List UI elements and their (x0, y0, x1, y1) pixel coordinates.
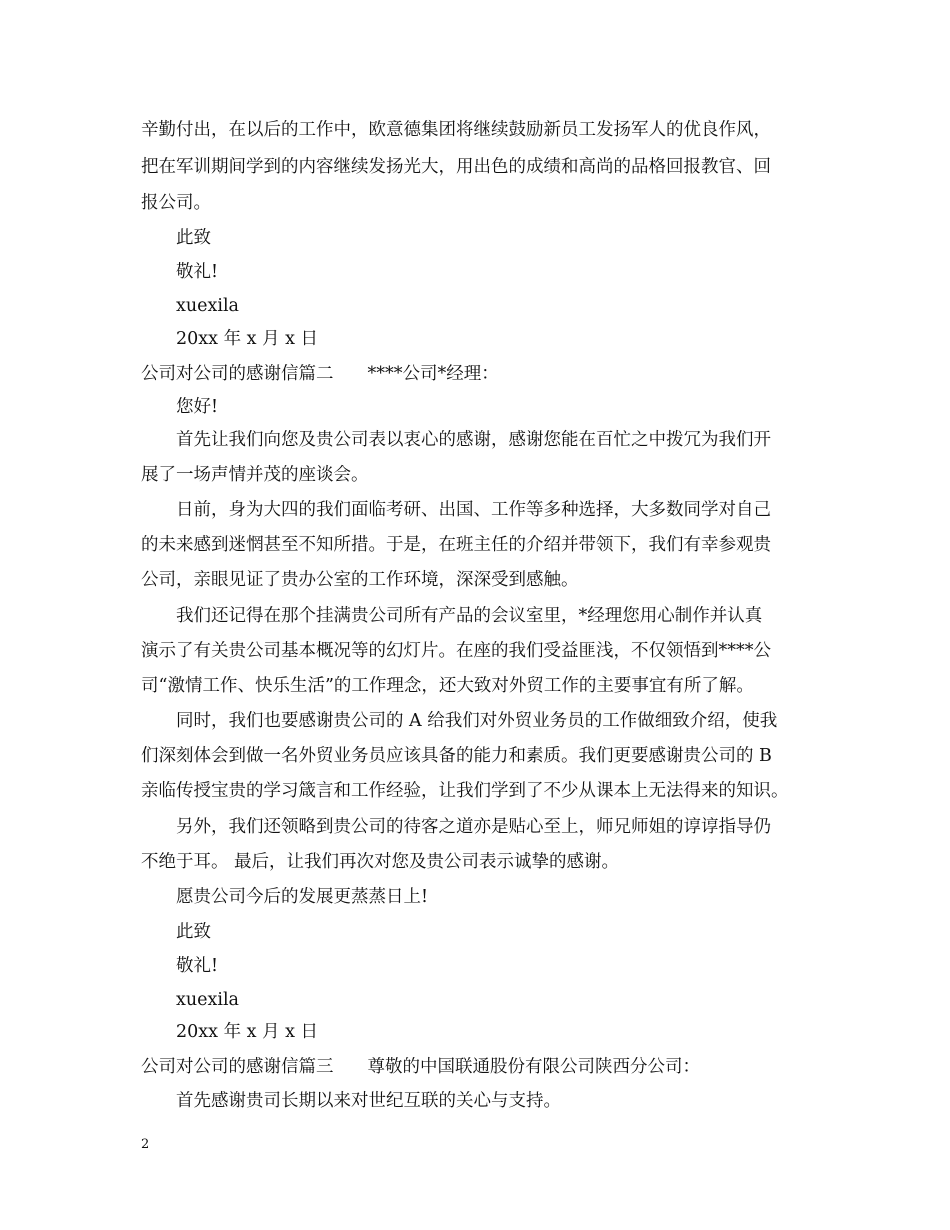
text-line: 演示了有关贵公司基本概况等的幻灯片。在座的我们受益匪浅，不仅领悟到****公 (141, 641, 771, 661)
closing-salutation: 此致 (176, 922, 211, 942)
closing-salutation: 敬礼! (176, 262, 219, 282)
text-line: 另外，我们还领略到贵公司的待客之道亦是贴心至上，师兄师姐的谆谆指导仍 (176, 817, 771, 837)
signature: xuexila (176, 296, 239, 316)
text-line: 同时，我们也要感谢贵公司的 A 给我们对外贸业务员的工作做细致介绍，使我 (176, 711, 778, 731)
signature: xuexila (176, 990, 239, 1010)
date-line: 20xx 年 x 月 x 日 (176, 329, 319, 349)
closing-salutation: 此致 (176, 228, 211, 248)
text-line: 把在军训期间学到的内容继续发扬光大，用出色的成绩和高尚的品格回报教官、回 (141, 157, 771, 177)
text-line: 公司，亲眼见证了贵办公室的工作环境，深深受到感触。 (141, 570, 579, 590)
date-line: 20xx 年 x 月 x 日 (176, 1022, 319, 1042)
text-line: 报公司。 (141, 193, 211, 213)
text-line: 日前，身为大四的我们面临考研、出国、工作等多种选择，大多数同学对自己 (176, 500, 771, 520)
page-number: 2 (141, 1137, 150, 1152)
text-line: 我们还记得在那个挂满贵公司所有产品的会议室里，*经理您用心制作并认真 (176, 606, 763, 626)
text-line: 辛勤付出，在以后的工作中，欧意德集团将继续鼓励新员工发扬军人的优良作风， (141, 120, 771, 140)
greeting: 您好! (176, 397, 219, 417)
text-line: 愿贵公司今后的发展更蒸蒸日上! (176, 887, 429, 907)
text-line: 司“激情工作、快乐生活”的工作理念，还大致对外贸工作的主要事宜有所了解。 (141, 676, 754, 696)
text-line: 首先感谢贵司长期以来对世纪互联的关心与支持。 (176, 1091, 561, 1111)
section-title: 公司对公司的感谢信篇三 (141, 1057, 334, 1077)
addressee: 尊敬的中国联通股份有限公司陕西分公司： (367, 1057, 700, 1077)
text-line: 亲临传授宝贵的学习箴言和工作经验，让我们学到了不少从课本上无法得来的知识。 (141, 781, 789, 801)
text-line: 展了一场声情并茂的座谈会。 (141, 465, 369, 485)
section-heading (141, 363, 499, 385)
text-line: 首先让我们向您及贵公司表以衷心的感谢，感谢您能在百忙之中拨冗为我们开 (176, 430, 771, 450)
text-line: 的未来感到迷惘甚至不知所措。于是，在班主任的介绍并带领下，我们有幸参观贵 (141, 535, 771, 555)
closing-salutation: 敬礼! (176, 956, 219, 976)
addressee: ****公司*经理： (367, 364, 499, 384)
section-title: 公司对公司的感谢信篇二 (141, 364, 334, 384)
text-line: 们深刻体会到做一名外贸业务员应该具备的能力和素质。我们更要感谢贵公司的 B (141, 746, 772, 766)
text-line: 不绝于耳。 最后，让我们再次对您及贵公司表示诚挚的感谢。 (141, 852, 620, 872)
section-heading (141, 1056, 700, 1078)
